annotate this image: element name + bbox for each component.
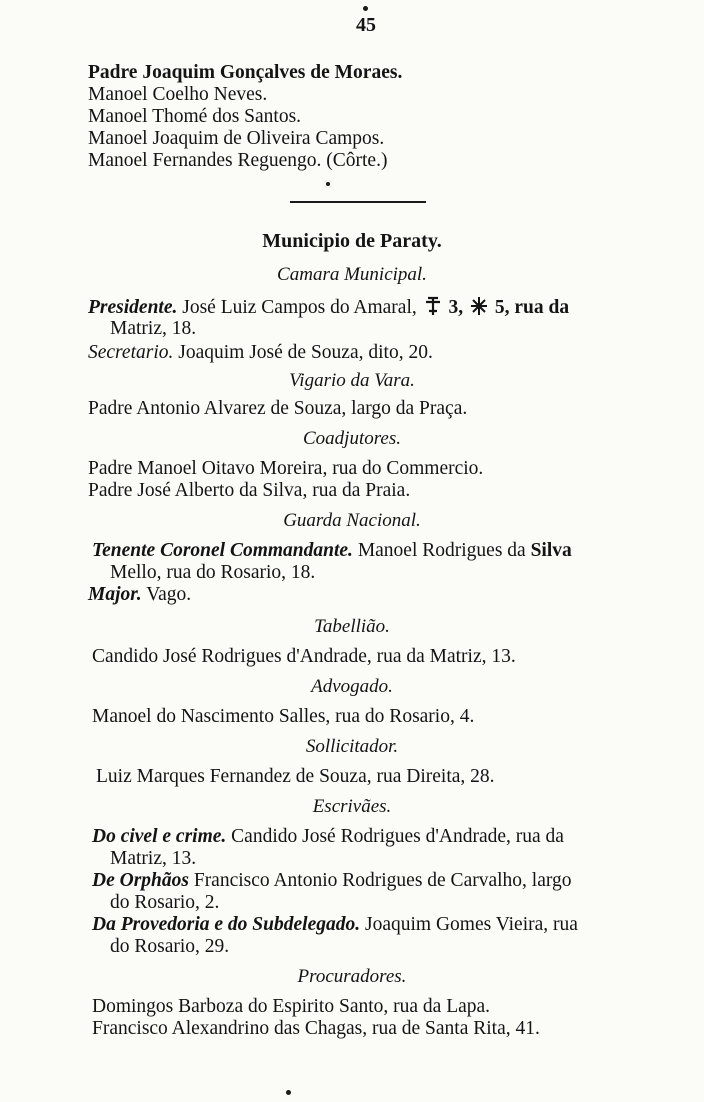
major-entry <box>88 584 191 606</box>
presidente-cont: Matriz, 18. <box>110 318 197 339</box>
escrivao-civel-text: Candido José Rodrigues d'Andrade, rua da <box>231 826 564 847</box>
secretario-label: Secretario. <box>88 342 174 363</box>
top-entry-5: Manoel Fernandes Reguengo. (Côrte.) <box>88 150 388 171</box>
presidente-orders: 3, <box>448 297 464 318</box>
heading-tabelliao: Tabellião. <box>314 616 390 637</box>
escrivao-provedoria-label: Da Provedoria e do Subdelegado. <box>92 914 361 935</box>
top-entry-3: Manoel Thomé dos Santos. <box>88 106 302 127</box>
top-entry-1: Padre Joaquim Gonçalves de Moraes. <box>88 62 403 83</box>
vigario-line: Padre Antonio Alvarez de Souza, largo da Praça. <box>88 398 468 419</box>
coadjutor-1: Padre Manoel Oitavo Moreira, rua do Commercio. <box>88 458 484 479</box>
escrivao-civel-label: Do civel e crime. <box>92 826 227 847</box>
major-label: Major. <box>88 584 142 605</box>
tenente-coronel-label: Tenente Coronel Commandante. <box>92 540 353 561</box>
order-of-christ-cross-icon <box>424 296 442 322</box>
escrivao-provedoria-cont: do Rosario, 29. <box>110 936 230 957</box>
heading-camara: Camara Municipal. <box>277 264 427 285</box>
escrivao-orphaos-text: Francisco Antonio Rodrigues de Carvalho, largo <box>193 870 572 891</box>
sollicitador-line: Luiz Marques Fernandez de Souza, rua Direita, 28. <box>96 766 495 787</box>
presidente-orders-2: 5, rua da <box>494 297 570 318</box>
ink-dot <box>363 6 368 11</box>
escrivao-provedoria-entry <box>92 914 578 936</box>
presidente-text: José Luiz Campos do Amaral, <box>182 297 417 318</box>
heading-vigario: Vigario da Vara. <box>289 370 415 391</box>
heading-sollicitador: Sollicitador. <box>305 736 399 757</box>
tenente-coronel-text: Manoel Rodrigues da <box>357 540 526 561</box>
escrivao-orphaos-label: De Orphãos <box>92 870 189 891</box>
procurador-1: Domingos Barboza do Espirito Santo, rua da Lapa. <box>92 996 491 1017</box>
escrivao-civel-cont: Matriz, 13. <box>110 848 197 869</box>
major-text: Vago. <box>146 584 192 605</box>
escrivao-civel-entry <box>92 826 564 848</box>
advogado-line: Manoel do Nascimento Salles, rua do Rosario, 4. <box>92 706 475 727</box>
tenente-coronel-text-bold: Silva <box>530 540 572 561</box>
order-of-rose-icon <box>470 296 488 322</box>
escrivao-provedoria-text: Joaquim Gomes Vieira, rua <box>364 914 578 935</box>
tabelliao-line: Candido José Rodrigues d'Andrade, rua da Matriz, 13. <box>92 646 516 667</box>
page-number: 45 <box>356 14 376 36</box>
secretario-text: Joaquim José de Souza, dito, 20. <box>178 342 433 363</box>
ink-dot <box>326 182 330 186</box>
escrivao-orphaos-entry <box>92 870 572 892</box>
top-entry-4: Manoel Joaquim de Oliveira Campos. <box>88 128 385 149</box>
municipio-title: Municipio de Paraty. <box>262 230 442 252</box>
secretario-entry <box>88 342 433 364</box>
tenente-coronel-entry <box>92 540 572 562</box>
heading-coadjutores: Coadjutores. <box>303 428 401 449</box>
escrivao-orphaos-cont: do Rosario, 2. <box>110 892 220 913</box>
heading-guarda: Guarda Nacional. <box>283 510 421 531</box>
top-entry-2: Manoel Coelho Neves. <box>88 84 268 105</box>
heading-escrivaes: Escrivães. <box>312 796 392 817</box>
section-divider <box>290 201 426 203</box>
heading-advogado: Advogado. <box>311 676 393 697</box>
presidente-label: Presidente. <box>88 297 178 318</box>
ink-dot <box>286 1090 291 1095</box>
coadjutor-2: Padre José Alberto da Silva, rua da Praia. <box>88 480 411 501</box>
tenente-coronel-cont: Mello, rua do Rosario, 18. <box>110 562 316 583</box>
heading-procuradores: Procuradores. <box>297 966 407 987</box>
procurador-2: Francisco Alexandrino das Chagas, rua de Santa Rita, 41. <box>92 1018 540 1039</box>
